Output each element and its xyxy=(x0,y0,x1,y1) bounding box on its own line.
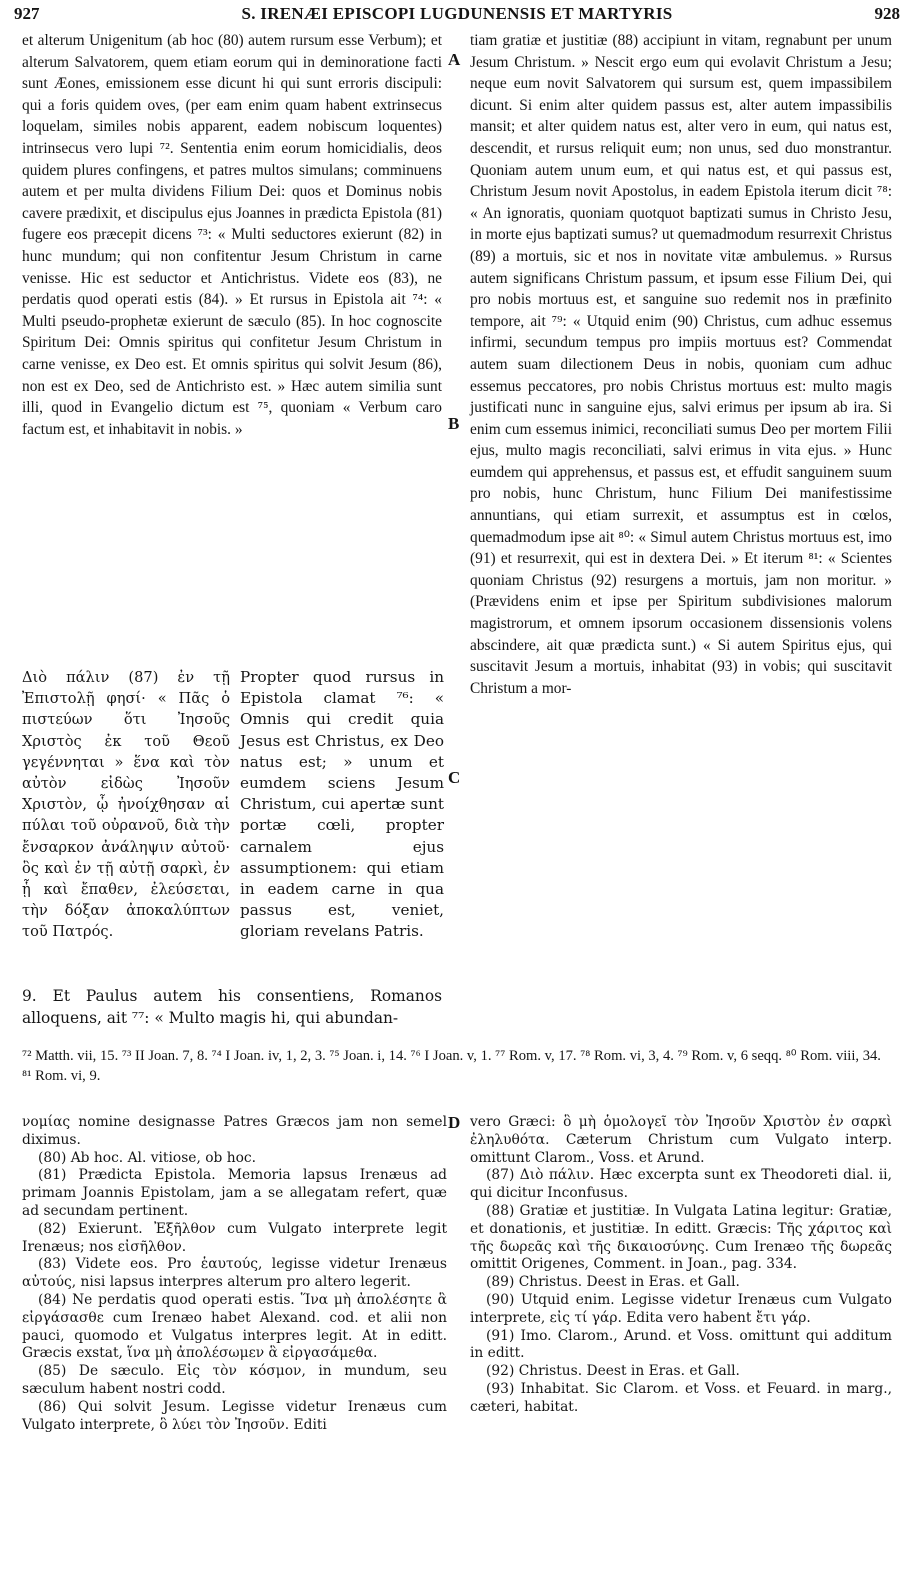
section-9-text: 9. Et Paulus autem his consentiens, Romanos alloquens, ait ⁷⁷: « Multo magis hi, qui abundan- xyxy=(22,987,442,1027)
greek-text: Διὸ πάλιν (87) ἐν τῇ Ἐπιστολῇ φησί· « Πᾶς ὁ πιστεύων ὅτι Ἰησοῦς Χριστὸς ἐκ τοῦ Θεοῦ γεγέννηται » ἕνα καὶ τὸν αὐτὸν εἰδὼς Ἰησοῦν Χριστὸν, ᾧ ἠνοίχθησαν αἱ πύλαι τοῦ οὐρανοῦ, διὰ τὴν ἔνσαρκον ἀνάληψιν αὐτοῦ· ὃς καὶ ἐν τῇ αὐτῇ σαρκὶ, ἐν ᾗ καὶ ἔπαθεν, ἐλεύσεται, τὴν δόξαν ἀποκαλύπτων τοῦ Πατρός. xyxy=(22,669,230,941)
right-column xyxy=(470,30,892,699)
note-item: νομίας nomine designasse Patres Græcos jam non semel diximus. xyxy=(22,1114,447,1148)
note-item: (92) Christus. Deest in Eras. et Gall. xyxy=(486,1363,740,1380)
note-item: (93) Inhabitat. Sic Clarom. et Voss. et Feuard. in marg., cæteri, habitat. xyxy=(470,1380,892,1415)
margin-marker-c: C xyxy=(448,768,461,787)
note-item: (81) Prædicta Epistola. Memoria lapsus Irenæus ad primam Joannis Epistolam, jam a se allegatam refert, quæ ad secundam pertinent. xyxy=(22,1167,447,1219)
notes-right xyxy=(470,1114,892,1417)
section-9 xyxy=(22,986,442,1029)
latin-text: Propter quod rursus in Epistola clamat ⁷⁶: « Omnis qui credit quia Jesus est Christus, ex Deo natus est; » unum et eumdem sciens Jesum Christum, cui apertæ sunt portæ cœli, propter carnalem ejus assumptionem: qui etiam in eadem carne in qua passus est, veniet, gloriam revelans Patris. xyxy=(240,668,444,941)
running-title: S. IRENÆI EPISCOPI LUGDUNENSIS ET MARTYRIS xyxy=(241,4,673,23)
margin-marker-a: A xyxy=(448,50,461,69)
note-item: (85) De sæculo. Εἰς τὸν κόσμον, in mundum, seu sæculum habent nostri codd. xyxy=(22,1363,447,1397)
latin-parallel-text xyxy=(240,667,444,943)
margin-marker-d: D xyxy=(448,1113,461,1132)
note-item: (86) Qui solvit Jesum. Legisse videtur Irenæus cum Vulgato interprete, ὃ λύει τὸν Ἰησοῦν. Editi xyxy=(22,1398,447,1433)
note-item: (87) Διὸ πάλιν. Hæc excerpta sunt ex Theodoreti dial. ii, qui dicitur Inconfusus. xyxy=(470,1167,892,1202)
note-item: (90) Utquid enim. Legisse videtur Irenæus cum Vulgato interprete, εἰς τί γάρ. Edita vero habent ἔτι γάρ. xyxy=(470,1291,892,1326)
note-item: (80) Ab hoc. Al. vitiose, ob hoc. xyxy=(38,1149,257,1166)
note-item: vero Græci: ὃ μὴ ὁμολογεῖ τὸν Ἰησοῦν Χριστὸν ἐν σαρκὶ ἐληλυθότα. Cæterum Christum cum Vulgato interp. omittunt Clarom., Voss. et Arund. xyxy=(470,1114,892,1166)
page-number-left: 927 xyxy=(14,4,40,23)
note-item: (82) Exierunt. Ἐξῆλθον cum Vulgato interprete legit Irenæus; nos εἰσῆλθον. xyxy=(22,1220,447,1255)
note-item: (83) Videte eos. Pro ἑαυτούς, legisse videtur Irenæus αὐτούς, nisi lapsus interpres alterum pro altero legerit. xyxy=(22,1256,447,1291)
note-item: (84) Ne perdatis quod operati estis. Ἵνα μὴ ἀπολέσητε ἃ εἰργάσασθε cum Irenæo habet Alexand. cod. et alii non pauci, quomodo et Vulgatus interpres legit. At in editt. Græcis exstat, ἵνα μὴ ἀπολέσωμεν ἃ εἰργασάμεθα. xyxy=(22,1291,447,1362)
left-column-text: et alterum Unigenitum (ab hoc (80) autem rursum esse Verbum); et alterum Salvatorem, quem etiam eorum qui in deminoratione facti sunt Æones, emissionem esse dicunt hi qui sunt erroris discipuli: qui a foris quidem oves, (per eam enim quam habent extrinsecus loquelam, similes nobis apparent, eadem nobiscum loquentes) intrinsecus vero lupi ⁷². Sententia enim eorum homicidialis, deos quidem plures confingens, et patres multos simulans; comminuens autem et per multa dividens Filium Dei: quos et Dominus nobis cavere prædixit, et discipulus ejus Joannes in prædicta Epistola (81) fugere eos præcepit dicens ⁷³: « Multi seductores exierunt (82) in hunc mundum; qui non confitentur Jesum Christum in carne venisse. Hic est seductor et Antichristus. Videte eos (83), ne perdatis quod operati estis (84). » Et rursus in Epistola ait ⁷⁴: « Multi pseudo-prophetæ exierunt de sæculo (85). In hoc cognoscite Spiritum Dei: Omnis spiritus qui confitetur Jesum Christum in carne venisse, ex Deo est. Et omnis spiritus qui solvit Jesum (86), non est ex Deo, sed de Antichristo est. » Hæc autem similia sunt illi, quod in Evangelio dictum est ⁷⁵, quoniam « Verbum caro factum est, et inhabitavit in nobis. » xyxy=(22,32,442,438)
note-item: (89) Christus. Deest in Eras. et Gall. xyxy=(486,1274,740,1291)
greek-parallel-text xyxy=(22,667,230,943)
margin-marker-b: B xyxy=(448,414,460,433)
page-number-right: 928 xyxy=(874,4,900,23)
notes-left xyxy=(22,1114,447,1434)
scripture-references: ⁷² Matth. vii, 15. ⁷³ II Joan. 7, 8. ⁷⁴ I Joan. iv, 1, 2, 3. ⁷⁵ Joan. i, 14. ⁷⁶ I Joan. v, 1. ⁷⁷ Rom. v, 17. ⁷⁸ Rom. vi, 3, 4. ⁷⁹ Rom. v, 6 seqq. ⁸⁰ Rom. viii, 34. ⁸¹ Rom. vi, 9. xyxy=(22,1048,881,1084)
note-item: (88) Gratiæ et justitiæ. In Vulgata Latina legitur: Gratiæ, et donationis, et justitiæ. In editt. Græcis: Τῆς χάριτος καὶ τῆς δωρεᾶς καὶ τῆς δικαιοσύνης. Cum Irenæo τῆς δωρεᾶς omittit Origenes, Comment. in Joan., pag. 334. xyxy=(470,1202,892,1273)
note-item: (91) Imo. Clarom., Arund. et Voss. omittunt qui additum in editt. xyxy=(470,1327,892,1362)
right-column-text: tiam gratiæ et justitiæ (88) accipiunt in vitam, regnabunt per unum Jesum Christum. » Nescit ergo eum qui evolavit Christum a Jesu; neque eum novit Salvatorem qui sursum est, quem impassibilem dicunt. Si enim alter quidem passus est, alter autem impassibilis mansit; et alter quidem natus est, alter vero in eum, qui natus est, descendit, et rursus reliquit eum; non unus, sed duo monstrantur. Quoniam autem unum eum, et qui natus est, et qui passus est, Christum Jesum novit Apostolus, in eadem Epistola iterum dicit ⁷⁸: « An ignoratis, quoniam quotquot baptizati sumus in Christo Jesu, in morte ejus baptizati sumus? ut quemadmodum resurrexit Christus (89) a mortuis, sic et nos in novitate vitæ ambulemus. » Rursus autem significans Christum passum, et ipsum esse Filium Dei, qui pro nobis mortuus est, et sanguine suo redemit nos in præfinito tempore, ait ⁷⁹: « Utquid enim (90) Christus, cum adhuc essemus infirmi, secundum tempus pro impiis mortuus est? Commendat autem suam dilectionem Deus in nobis, quoniam cum adhuc essemus peccatores, pro nobis Christus mortuus est: multo magis justificati nunc in sanguine ejus, salvi erimus per ipsum ab ira. Si enim cum essemus inimici, reconciliati sumus Deo per mortem Filii ejus, multo magis reconciliati, salvi erimus in vita ejus. » Hunc eumdem qui apprehensus, et passus est, et effudit sanguinem suum pro nobis, hunc Christum, hunc Filium Dei manifestissime annuntians, qui etiam surrexit, et assumptus est in cœlos, quemadmodum ipse ait ⁸⁰: « Simul autem Christus mortuus est, imo (91) et resurrexit, qui est in dextera Dei. » Et iterum ⁸¹: « Scientes quoniam Christus (92) resurgens a mortuis, jam non moritur. » (Prævidens enim et ipse per Spiritum subdivisiones malorum magistrorum, et omnem ipsorum occasionem dissensionis volens abscindere, ait quæ prædicta sunt.) « Si autem Spiritus ejus, qui suscitavit Jesum a mortuis, inhabitat (93) in vobis; qui suscitavit Christum a mor- xyxy=(470,32,892,697)
running-header xyxy=(14,4,900,30)
left-column xyxy=(22,30,442,440)
